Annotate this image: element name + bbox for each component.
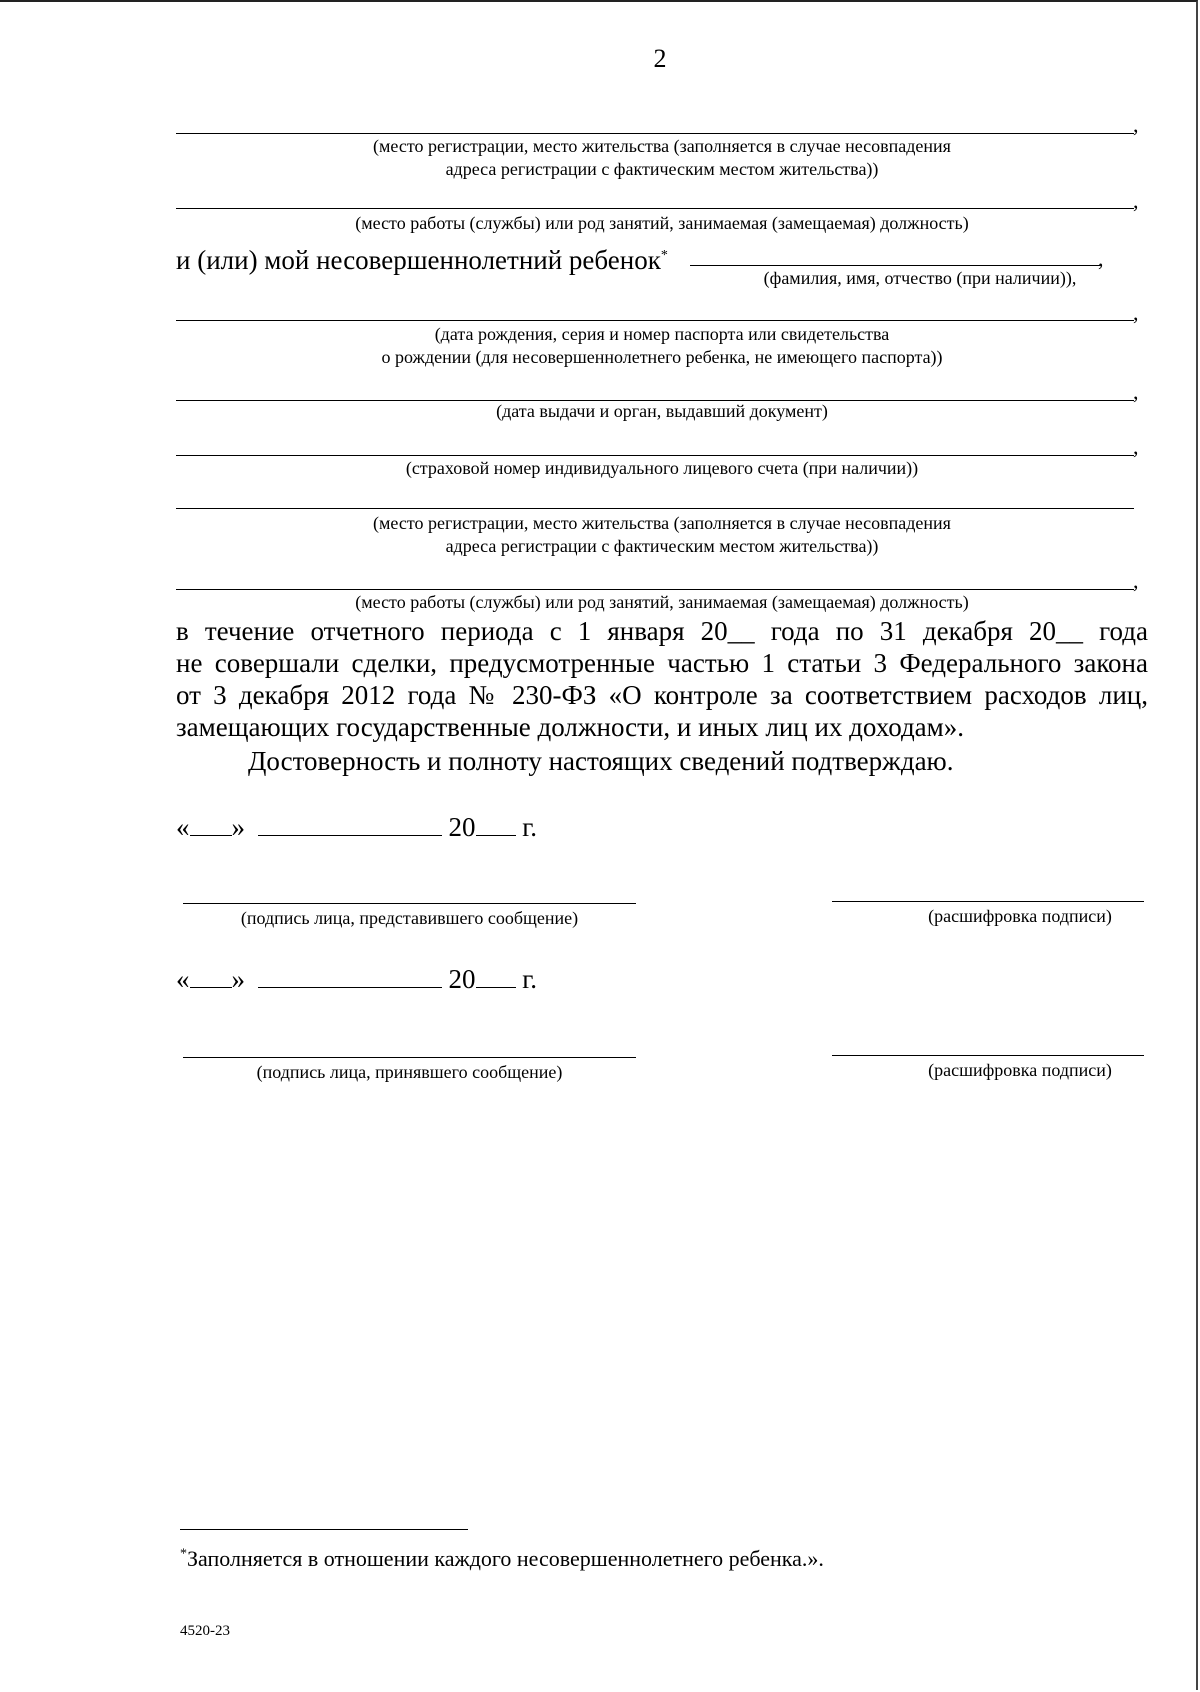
registration-caption: (место регистрации, место жительства (заполняется в случае несовпадения адреса регистрации с фактическим местом жительства)) [373,136,951,179]
year-field[interactable] [476,965,516,988]
day-field[interactable] [190,965,232,988]
statement-line: замещающих государственные должности, и иных лиц их доходам». [176,712,964,742]
document-code: 4520-23 [180,1623,230,1639]
child-name-caption: (фамилия, имя, отчество (при наличии)), [763,268,1077,288]
child-workplace-caption: (место работы (службы) или род занятий, занимаемая (замещаемая) должность) [355,592,969,612]
submission-date: « » 20 г. [176,812,538,842]
birth-passport-caption: (дата рождения, серия и номер паспорта или свидетельства о рождении (для несовершеннолетнего ребенка, не имеющего паспорта)) [381,324,943,367]
registration-address-field[interactable] [176,133,1134,134]
workplace-field[interactable] [176,208,1134,209]
footnote-separator [180,1529,468,1530]
statement-line: от 3 декабря 2012 года № 230-ФЗ «О контроле за соответствием расходов лиц, [176,680,1148,710]
snils-field[interactable] [176,455,1134,456]
child-workplace-field[interactable] [176,589,1134,590]
footnote: *Заполняется в отношении каждого несовершеннолетнего ребенка.». [180,1546,824,1571]
signature-decode-field[interactable] [832,1055,1144,1056]
signature-decode-field[interactable] [832,901,1144,902]
page-number: 2 [653,44,667,73]
snils-caption: (страховой номер индивидуального лицевого счета (при наличии)) [405,458,919,478]
confirmation-text: Достоверность и полноту настоящих сведений подтверждаю. [248,746,954,776]
submitter-signature-caption: (подпись лица, представившего сообщение) [240,908,579,928]
month-field[interactable] [258,813,442,836]
statement-line: не совершали сделки, предусмотренные частью 1 статьи 3 Федерального закона [176,648,1148,678]
child-registration-field[interactable] [176,508,1134,509]
document-issue-caption: (дата выдачи и орган, выдавший документ) [496,401,828,421]
statement-paragraph [176,615,1148,743]
field-comma: , [1133,434,1139,459]
signature-decode-caption: (расшифровка подписи) [928,1060,1112,1080]
signature-decode-caption: (расшифровка подписи) [928,906,1112,926]
workplace-caption: (место работы (службы) или род занятий, занимаемая (замещаемая) должность) [355,213,969,233]
receiver-signature-field[interactable] [183,1057,636,1058]
statement-line: в течение отчетного периода с 1 января 20__ года по 31 декабря 20__ года [176,616,1148,646]
day-field[interactable] [190,813,232,836]
child-line-label: и (или) мой несовершеннолетний ребенок* [176,245,668,275]
receiver-signature-caption: (подпись лица, принявшего сообщение) [256,1062,563,1082]
year-field[interactable] [476,813,516,836]
submitter-signature-field[interactable] [183,903,636,904]
birth-passport-field[interactable] [176,320,1134,321]
child-registration-caption: (место регистрации, место жительства (заполняется в случае несовпадения адреса регистрации с фактическим местом жительства)) [373,513,951,556]
child-name-field[interactable] [690,265,1100,266]
receipt-date: « » 20 г. [176,964,538,994]
field-comma: , [1133,112,1139,137]
field-comma: , [1133,568,1139,593]
field-comma: , [1133,379,1139,404]
field-comma: , [1098,246,1104,271]
field-comma: , [1133,300,1139,325]
field-comma: , [1133,188,1139,213]
month-field[interactable] [258,965,442,988]
